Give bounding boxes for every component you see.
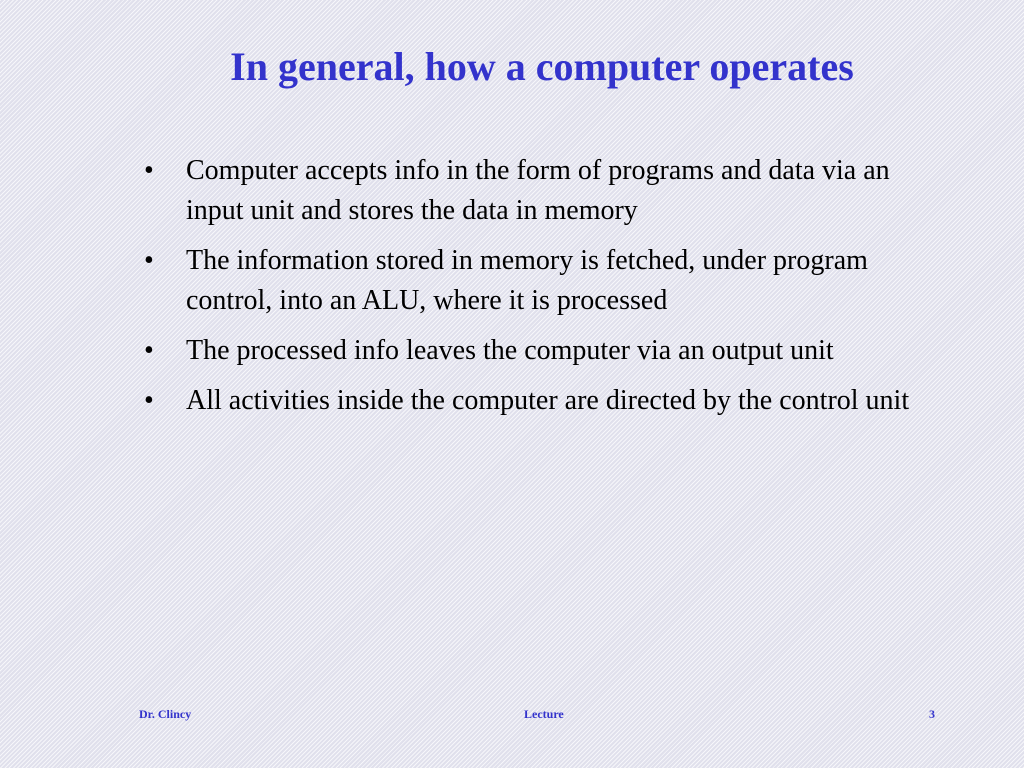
bullet-marker: • [144, 245, 154, 276]
bullet-text: Computer accepts info in the form of programs and data via an input unit and stores the data in memory [186, 155, 890, 226]
bullet-marker: • [144, 155, 154, 186]
bullet-item [138, 381, 938, 421]
bullet-text: The processed info leaves the computer via an output unit [186, 335, 834, 366]
bullet-item [138, 331, 938, 371]
bullet-item [138, 241, 938, 321]
bullet-text: All activities inside the computer are directed by the control unit [186, 385, 910, 416]
bullet-marker: • [144, 335, 154, 366]
footer-page-number: 3 [929, 707, 935, 721]
bullet-text: The information stored in memory is fetched, under program control, into an ALU, where it is processed [186, 245, 868, 316]
bullet-marker: • [144, 385, 154, 416]
footer-author: Dr. Clincy [139, 707, 192, 721]
footer-center-label: Lecture [524, 707, 564, 721]
slide-title: In general, how a computer operates [230, 44, 854, 89]
bullet-list [138, 151, 938, 431]
bullet-item [138, 151, 938, 231]
